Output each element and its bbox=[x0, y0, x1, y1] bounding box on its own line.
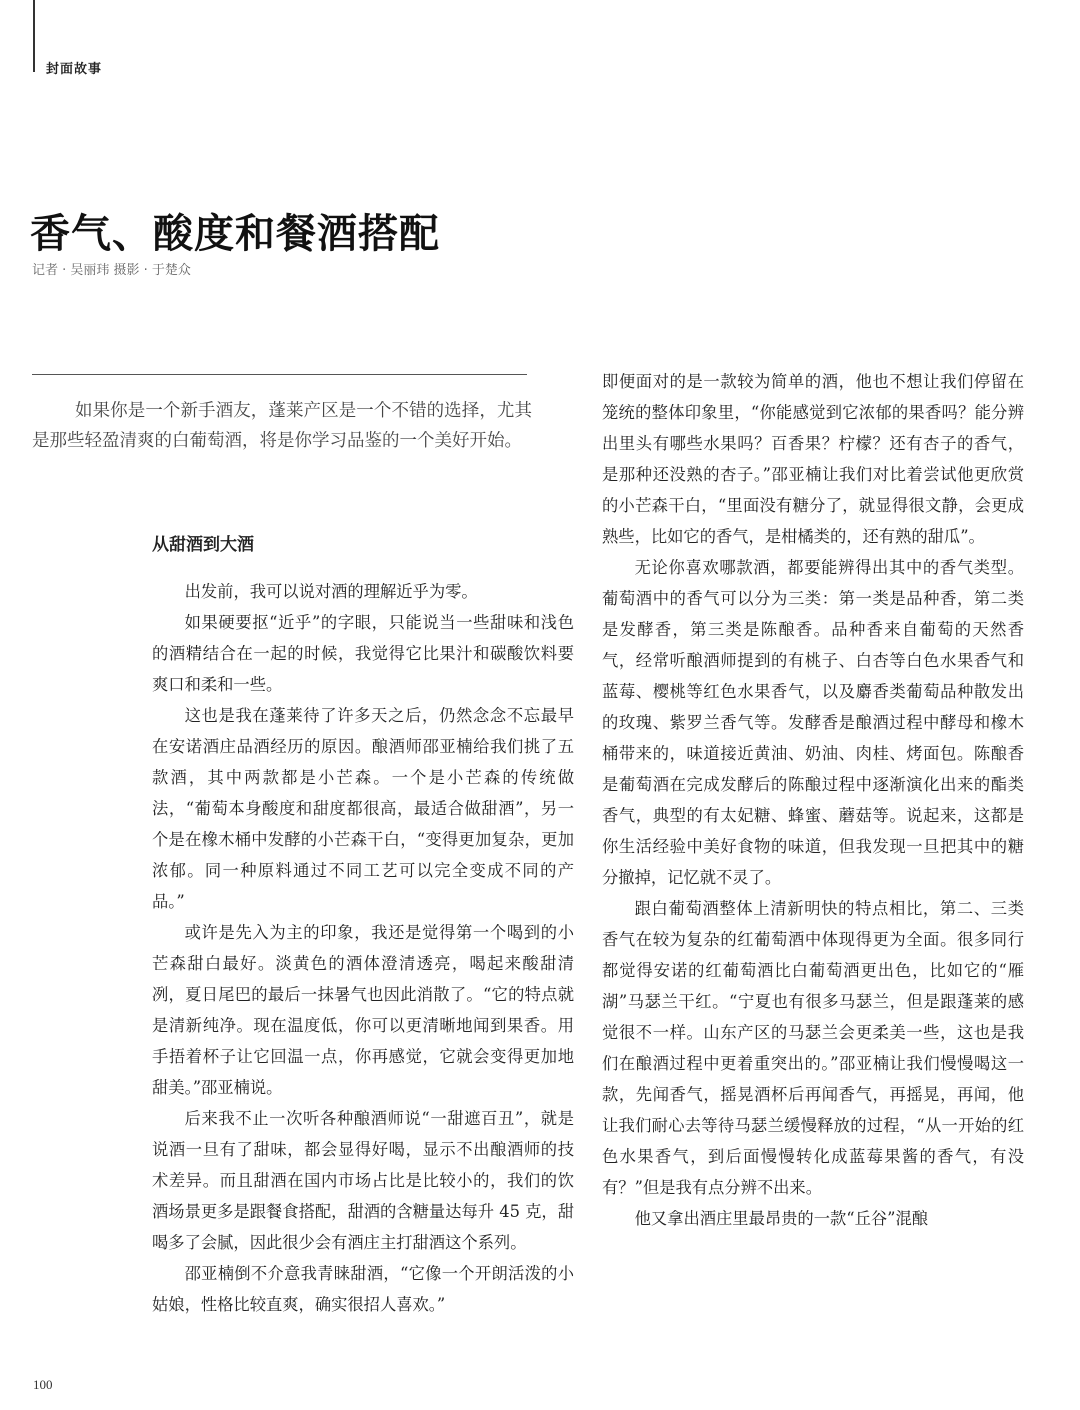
left-column bbox=[152, 528, 574, 1320]
body-paragraph: 出发前，我可以说对酒的理解近乎为零。 bbox=[184, 582, 478, 601]
body-paragraph: 邵亚楠倒不介意我青睐甜酒，“它像一个开朗活泼的小姑娘，性格比较直爽，确实很招人喜欢。” bbox=[152, 1264, 574, 1314]
body-paragraph: 他又拿出酒庄里最昂贵的一款“丘谷”混酿 bbox=[634, 1209, 929, 1228]
body-paragraph: 如果硬要抠“近乎”的字眼，只能说当一些甜味和浅色的酒精结合在一起的时候，我觉得它比果汁和碳酸饮料要爽口和柔和一些。 bbox=[152, 613, 574, 694]
section-label: 封面故事 bbox=[46, 62, 103, 77]
page-number: 100 bbox=[33, 1377, 53, 1392]
section-subheading: 从甜酒到大酒 bbox=[152, 535, 254, 555]
body-paragraph-continued: 即便面对的是一款较为简单的酒，他也不想让我们停留在笼统的整体印象里，“你能感觉到它浓郁的果香吗？能分辨出里头有哪些水果吗？百香果？柠檬？还有杏子的香气，是那种还没熟的杏子。”邵亚楠让我们对比着尝试他更欣赏的小芒森干白，“里面没有糖分了，就显得很文静，会更成熟些，比如它的香气，是柑橘类的，还有熟的甜瓜”。 bbox=[602, 372, 1024, 546]
body-paragraph: 跟白葡萄酒整体上清新明快的特点相比，第二、三类香气在较为复杂的红葡萄酒中体现得更为全面。很多同行都觉得安诺的红葡萄酒比白葡萄酒更出色，比如它的“雁湖”马瑟兰干红。“宁夏也有很多马瑟兰，但是跟蓬莱的感觉很不一样。山东产区的马瑟兰会更柔美一些，这也是我们在酿酒过程中更着重突出的。”邵亚楠让我们慢慢喝这一款，先闻香气，摇晃酒杯后再闻香气，再摇晃，再闻，他让我们耐心去等待马瑟兰缓慢释放的过程，“从一开始的红色水果香气，到后面慢慢转化成蓝莓果酱的香气，有没有？”但是我有点分辨不出来。 bbox=[602, 899, 1024, 1197]
lead-paragraph: 如果你是一个新手酒友，蓬莱产区是一个不错的选择，尤其是那些轻盈清爽的白葡萄酒，将是你学习品鉴的一个美好开始。 bbox=[32, 401, 532, 451]
body-paragraph: 或许是先入为主的印象，我还是觉得第一个喝到的小芒森甜白最好。淡黄色的酒体澄清透亮，喝起来酸甜清冽，夏日尾巴的最后一抹暑气也因此消散了。“它的特点就是清新纯净。现在温度低，你可以更清晰地闻到果香。用手捂着杯子让它回温一点，你再感觉，它就会变得更加地甜美。”邵亚楠说。 bbox=[152, 923, 574, 1097]
body-paragraph: 后来我不止一次听各种酿酒师说“一甜遮百丑”，就是说酒一旦有了甜味，都会显得好喝，显示不出酿酒师的技术差异。而且甜酒在国内市场占比是比较小的，我们的饮酒场景更多是跟餐食搭配，甜酒的含糖量达每升 45 克，甜喝多了会腻，因此很少会有酒庄主打甜酒这个系列。 bbox=[152, 1109, 574, 1252]
body-paragraph: 这也是我在蓬莱待了许多天之后，仍然念念不忘最早在安诺酒庄品酒经历的原因。酿酒师邵亚楠给我们挑了五款酒，其中两款都是小芒森。一个是小芒森的传统做法，“葡萄本身酸度和甜度都很高，最适合做甜酒”，另一个是在橡木桶中发酵的小芒森干白，“变得更加复杂，更加浓郁。同一种原料通过不同工艺可以完全变成不同的产品。” bbox=[152, 706, 574, 911]
article-title: 香气、酸度和餐酒搭配 bbox=[30, 211, 440, 257]
header-rule bbox=[33, 0, 35, 72]
body-paragraph: 无论你喜欢哪款酒，都要能辨得出其中的香气类型。葡萄酒中的香气可以分为三类：第一类是品种香，第二类是发酵香，第三类是陈酿香。品种香来自葡萄的天然香气，经常听酿酒师提到的有桃子、白杏等白色水果香气和蓝莓、樱桃等红色水果香气，以及麝香类葡萄品种散发出的玫瑰、紫罗兰香气等。发酵香是酿酒过程中酵母和橡木桶带来的，味道接近黄油、奶油、肉桂、烤面包。陈酿香是葡萄酒在完成发酵后的陈酿过程中逐渐演化出来的酯类香气，典型的有太妃糖、蜂蜜、蘑菇等。说起来，这都是你生活经验中美好食物的味道，但我发现一旦把其中的糖分撤掉，记忆就不灵了。 bbox=[602, 558, 1024, 887]
byline: 记者 · 吴丽玮 摄影 · 于楚众 bbox=[32, 263, 191, 278]
lead-divider bbox=[32, 374, 527, 375]
right-column bbox=[602, 366, 1024, 1234]
